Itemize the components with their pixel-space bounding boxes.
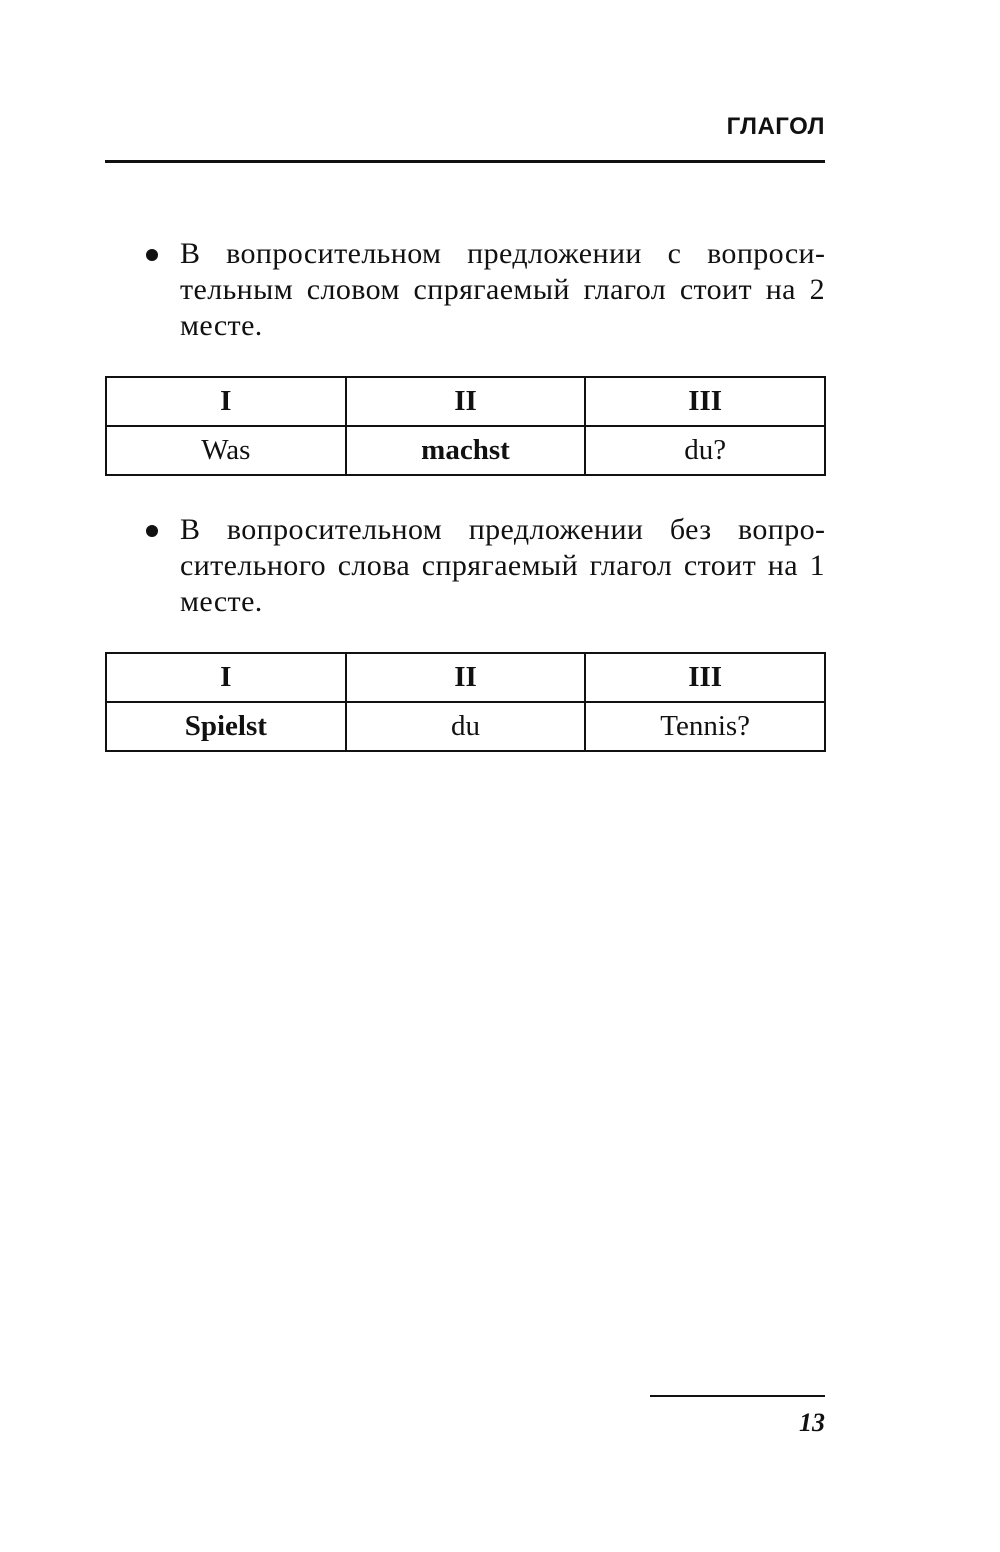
header-cell-position-3: III xyxy=(585,653,825,702)
bullet-paragraph-1 xyxy=(180,236,825,344)
cell-object: Tennis? xyxy=(585,702,825,751)
bullet-icon xyxy=(146,249,158,261)
word-order-table-2 xyxy=(105,652,826,752)
cell-subject: du? xyxy=(585,426,825,475)
table-row xyxy=(106,426,825,475)
table-row xyxy=(106,702,825,751)
header-cell-position-2: II xyxy=(346,377,586,426)
bullet-icon xyxy=(146,525,158,537)
footer-rule xyxy=(650,1395,825,1397)
bullet-text-2: В вопросительном предложении без вопросительного слова спрягаемый глагол стоит на 1 месте. xyxy=(180,513,825,618)
header-cell-position-2: II xyxy=(346,653,586,702)
page-number: 13 xyxy=(799,1408,825,1437)
table-header-row xyxy=(106,377,825,426)
header-cell-position-1: I xyxy=(106,377,346,426)
cell-subject: du xyxy=(346,702,586,751)
table-header-row xyxy=(106,653,825,702)
running-title: ГЛАГОЛ xyxy=(726,113,825,140)
cell-conjugated-verb: Spielst xyxy=(106,702,346,751)
header-cell-position-1: I xyxy=(106,653,346,702)
word-order-table-1 xyxy=(105,376,826,476)
bullet-paragraph-2 xyxy=(180,512,825,620)
cell-conjugated-verb: machst xyxy=(346,426,586,475)
bullet-text-1: В вопросительном предложении с вопросительным словом спрягаемый глагол стоит на 2 месте. xyxy=(180,237,825,342)
header-cell-position-3: III xyxy=(585,377,825,426)
cell-question-word: Was xyxy=(106,426,346,475)
header-rule xyxy=(105,160,825,163)
